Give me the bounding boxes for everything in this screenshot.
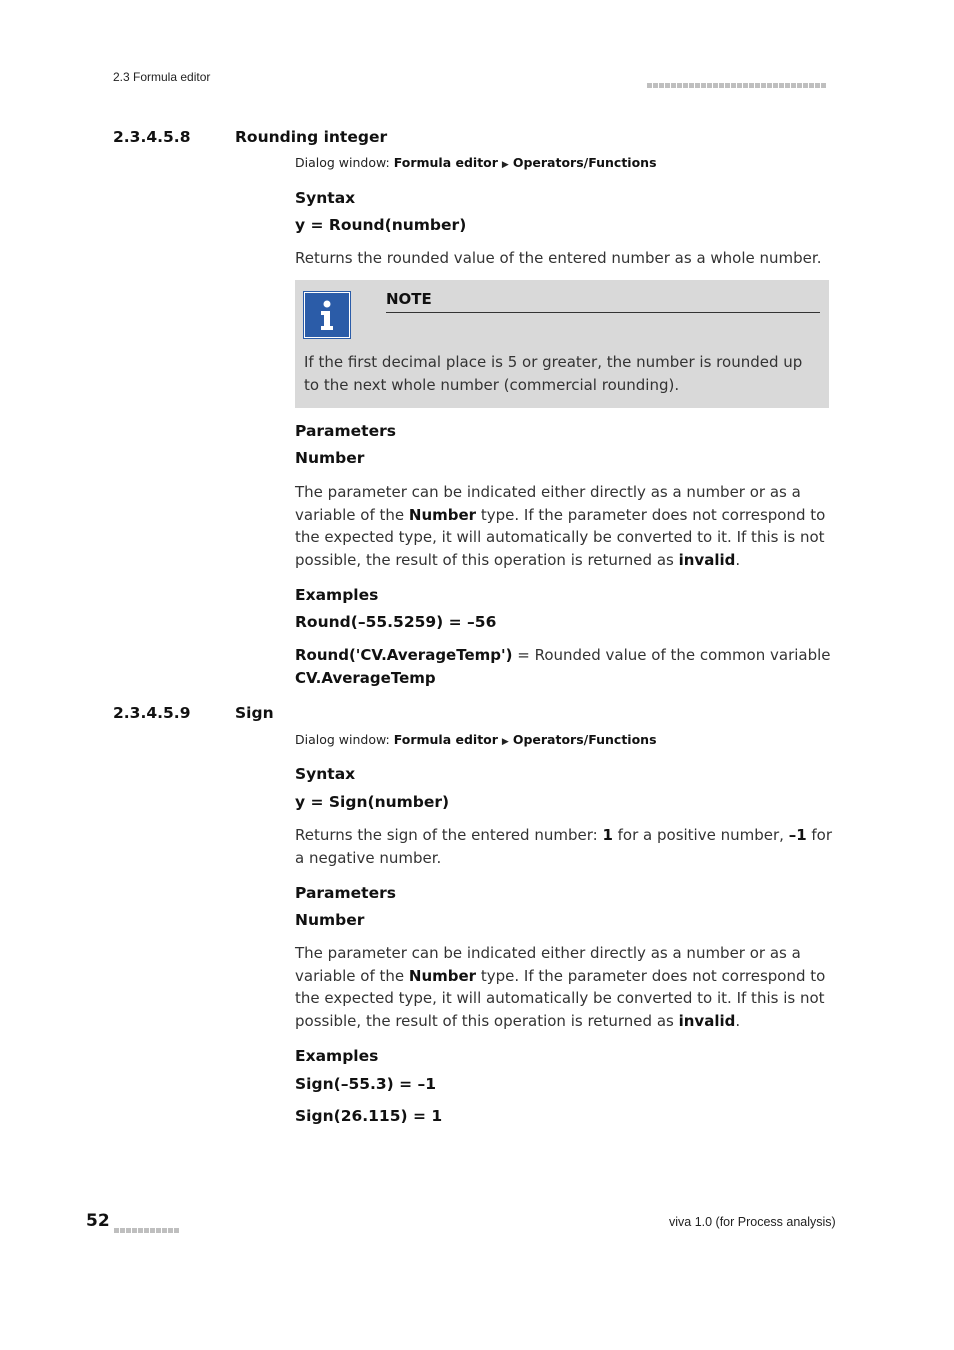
breadcrumb-arrow-icon: ▶	[501, 160, 509, 170]
note-text: If the first decimal place is 5 or greater, the number is rounded up to the next whole number (commercial rounding).	[304, 353, 803, 394]
syntax-heading-round: Syntax	[295, 189, 356, 207]
dialog-path-sign: Dialog window: Formula editor ▶ Operators/Functions	[295, 732, 657, 747]
footer-decoration	[114, 1218, 180, 1237]
section-number-sign: 2.3.4.5.9	[113, 704, 191, 722]
example-sign-2: Sign(26.115) = 1	[295, 1107, 443, 1125]
syntax-heading-sign: Syntax	[295, 765, 356, 783]
syntax-round: y = Round(number)	[295, 216, 467, 234]
examples-heading-sign: Examples	[295, 1047, 379, 1065]
running-header: 2.3 Formula editor	[113, 70, 211, 84]
example-round-1: Round(–55.5259) = –56	[295, 613, 497, 631]
syntax-sign: y = Sign(number)	[295, 793, 450, 811]
parameters-heading-sign: Parameters	[295, 884, 396, 902]
header-decoration	[647, 73, 827, 92]
note-title: NOTE	[386, 290, 432, 308]
example-round-2: Round('CV.AverageTemp') = Rounded value of the common variable CV.AverageTemp	[295, 646, 831, 687]
section-number-round: 2.3.4.5.8	[113, 128, 191, 146]
description-sign: Returns the sign of the entered number: 1 for a positive number, –1 for a negative number.	[295, 826, 833, 867]
breadcrumb-arrow-icon: ▶	[501, 737, 509, 747]
parameter-name-sign: Number	[295, 911, 365, 929]
product-name: viva 1.0 (for Process analysis)	[669, 1215, 836, 1229]
example-sign-1: Sign(–55.3) = –1	[295, 1075, 437, 1093]
page-number: 52	[86, 1211, 110, 1231]
note-box	[295, 280, 829, 408]
parameter-name-round: Number	[295, 449, 365, 467]
info-icon	[304, 292, 350, 338]
section-title-sign: Sign	[235, 704, 274, 722]
parameters-heading-round: Parameters	[295, 422, 396, 440]
parameter-description-round: The parameter can be indicated either directly as a number or as a variable of the Number type. If the parameter does not correspond to the expected type, it will automatically be converted to it. If this is not possible, the result of this operation is returned as invalid.	[295, 483, 826, 569]
examples-heading-round: Examples	[295, 586, 379, 604]
parameter-description-sign: The parameter can be indicated either directly as a number or as a variable of the Number type. If the parameter does not correspond to the expected type, it will automatically be converted to it. If this is not possible, the result of this operation is returned as invalid.	[295, 944, 826, 1030]
section-title-round: Rounding integer	[235, 128, 388, 146]
description-round: Returns the rounded value of the entered number as a whole number.	[295, 249, 822, 267]
dialog-path-round: Dialog window: Formula editor ▶ Operators/Functions	[295, 155, 657, 170]
note-divider	[386, 312, 820, 313]
